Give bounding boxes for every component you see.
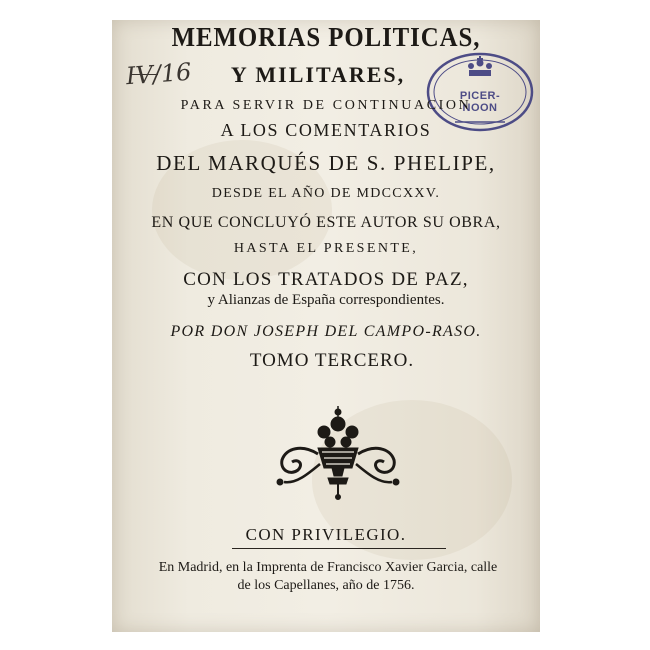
subtitle-line: DEL MARQUÉS DE S. PHELIPE, [156, 151, 496, 175]
handwritten-shelfmark: IV/16 [125, 57, 193, 91]
subtitle-line: CON LOS TRATADOS DE PAZ, [183, 269, 469, 290]
subtitle-line: EN QUE CONCLUYÓ ESTE AUTOR SU OBRA, [151, 214, 501, 231]
imprint-line: de los Capellanes, año de 1756. [237, 578, 415, 593]
stamp-text: NOON [462, 102, 498, 114]
title-line: MEMORIAS POLITICAS, [171, 22, 481, 52]
subtitle-line: PARA SERVIR DE CONTINUACION [180, 98, 472, 113]
title-line: Y MILITARES, [230, 62, 406, 87]
title-page [112, 20, 540, 632]
subtitle-line: DESDE EL AÑO DE MDCCXXV. [211, 186, 441, 201]
ornament-icon [272, 404, 404, 500]
stamp-text: PICER- [459, 90, 501, 102]
volume-line: TOMO TERCERO. [249, 350, 415, 371]
divider-rule [232, 548, 446, 549]
subtitle-line: y Alianzas de España correspondientes. [207, 292, 445, 308]
author-line: POR DON JOSEPH DEL CAMPO-RASO. [170, 323, 482, 340]
printers-ornament [272, 404, 404, 500]
imprint-line: En Madrid, en la Imprenta de Francisco Xavier Garcia, calle [158, 560, 498, 575]
subtitle-line: A LOS COMENTARIOS [220, 120, 432, 140]
privilege-line: CON PRIVILEGIO. [245, 525, 407, 544]
subtitle-line: HASTA EL PRESENTE, [233, 241, 419, 256]
